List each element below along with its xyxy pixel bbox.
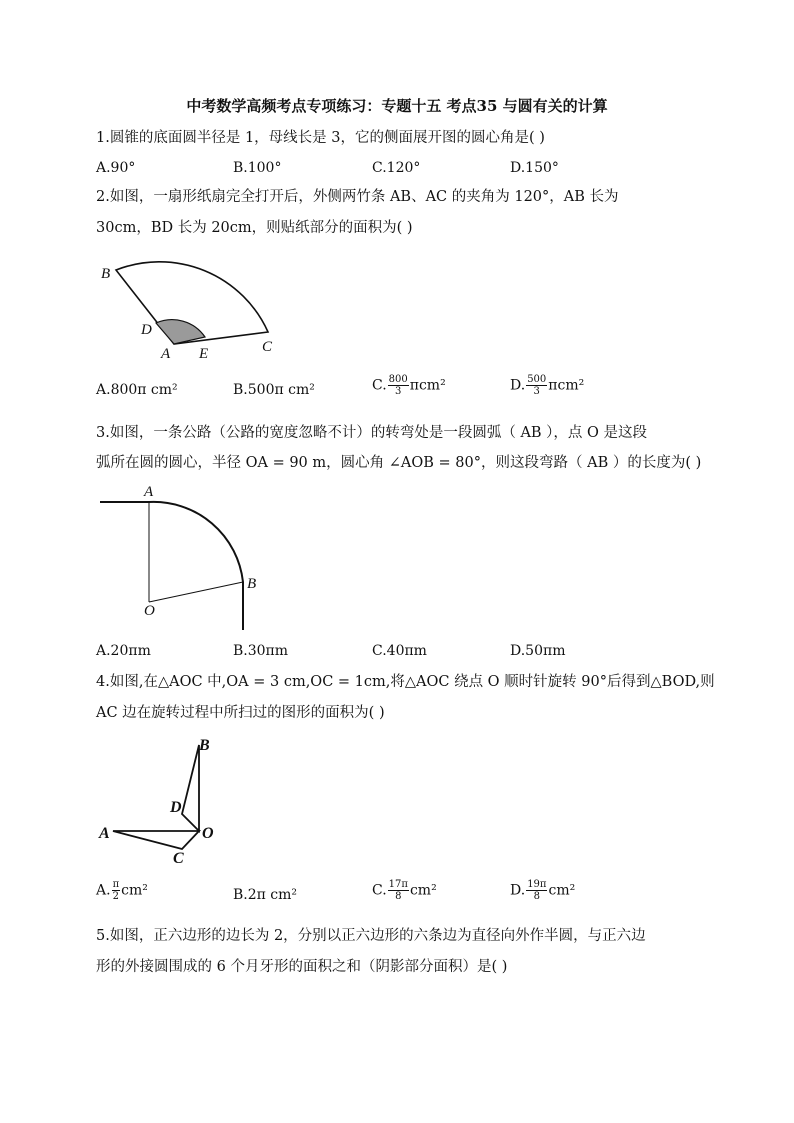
q3-label-b: B xyxy=(247,576,257,592)
q4-triangle-aoc xyxy=(113,831,199,849)
q3-label-a: A xyxy=(144,484,154,500)
q4-option-a: A. $\frac{\pi}{2}$ cm² xyxy=(96,879,148,902)
q2-option-b: B.500π cm² xyxy=(233,382,315,398)
q5-text-line2: 形的外接圆围成的 6 个月牙形的面积之和（阴影部分面积）是( ) xyxy=(96,959,508,975)
q4-text-line2: AC 边在旋转过程中所扫过的图形的面积为( ) xyxy=(96,705,385,721)
q3-option-b: B.30πm xyxy=(233,643,289,659)
q4-label-a: A xyxy=(99,825,110,842)
q3-label-o: O xyxy=(144,603,155,619)
page-title: 中考数学高频考点专项练习：专题十五 考点35 与圆有关的计算 xyxy=(186,97,608,115)
q2-text-line1: 2.如图，一扇形纸扇完全打开后，外侧两竹条 AB、AC 的夹角为 120°，AB 长为 xyxy=(96,189,619,205)
q2-fan-figure xyxy=(95,248,295,363)
q1-option-d: D.150° xyxy=(510,160,559,176)
q1-option-b: B.100° xyxy=(233,160,282,176)
q3-radius-ob xyxy=(149,582,243,602)
q4-option-c: C. $\frac{17\pi}{8}$ cm² xyxy=(372,879,437,902)
q3-road-curve xyxy=(100,502,243,630)
q2-option-a: A.800π cm² xyxy=(96,382,178,398)
q2-label-d: D xyxy=(141,322,152,338)
q4-option-d: D. $\frac{19\pi}{8}$ cm² xyxy=(510,879,576,902)
q4-label-b: B xyxy=(199,737,210,754)
q3-option-c: C.40πm xyxy=(372,643,427,659)
q2-label-e: E xyxy=(199,346,209,362)
q2-option-c: C. $\frac{800}{3}$ πcm² xyxy=(372,374,446,397)
q1-option-a: A.90° xyxy=(96,160,136,176)
q5-text-line1: 5.如图，正六边形的边长为 2，分别以正六边形的六条边为直径向外作半圆，与正六边 xyxy=(96,928,646,944)
q3-text-line1: 3.如图，一条公路（公路的宽度忽略不计）的转弯处是一段圆弧（ AB ），点 O 是这段 xyxy=(96,425,648,441)
q4-label-o: O xyxy=(202,825,214,842)
q4-text-line1: 4.如图,在△AOC 中,OA = 3 cm,OC = 1cm,将△AOC 绕点 O 顺时针旋转 90°后得到△BOD,则 xyxy=(96,674,715,690)
q3-road-figure xyxy=(95,480,270,635)
q3-option-d: D.50πm xyxy=(510,643,566,659)
q2-label-c: C xyxy=(262,339,273,355)
q3-text-line2: 弧所在圆的圆心，半径 OA = 90 m，圆心角 ∠AOB = 80°，则这段弯路（ AB ）的长度为( ) xyxy=(96,455,702,471)
q4-triangle-bod xyxy=(182,745,199,831)
q4-label-c: C xyxy=(173,850,184,867)
q1-text: 1.圆锥的底面圆半径是 1，母线长是 3，它的侧面展开图的圆心角是( ) xyxy=(96,130,545,146)
q2-text-line2: 30cm，BD 长为 20cm，则贴纸部分的面积为( ) xyxy=(96,220,413,236)
q4-option-b: B.2π cm² xyxy=(233,887,298,903)
q4-rotation-figure xyxy=(95,730,235,870)
q2-label-a: A xyxy=(161,346,171,362)
q2-option-d: D. $\frac{500}{3}$ πcm² xyxy=(510,374,585,397)
q4-label-d: D xyxy=(170,799,182,816)
q2-label-b: B xyxy=(101,266,111,282)
q1-option-c: C.120° xyxy=(372,160,421,176)
q3-option-a: A.20πm xyxy=(96,643,151,659)
